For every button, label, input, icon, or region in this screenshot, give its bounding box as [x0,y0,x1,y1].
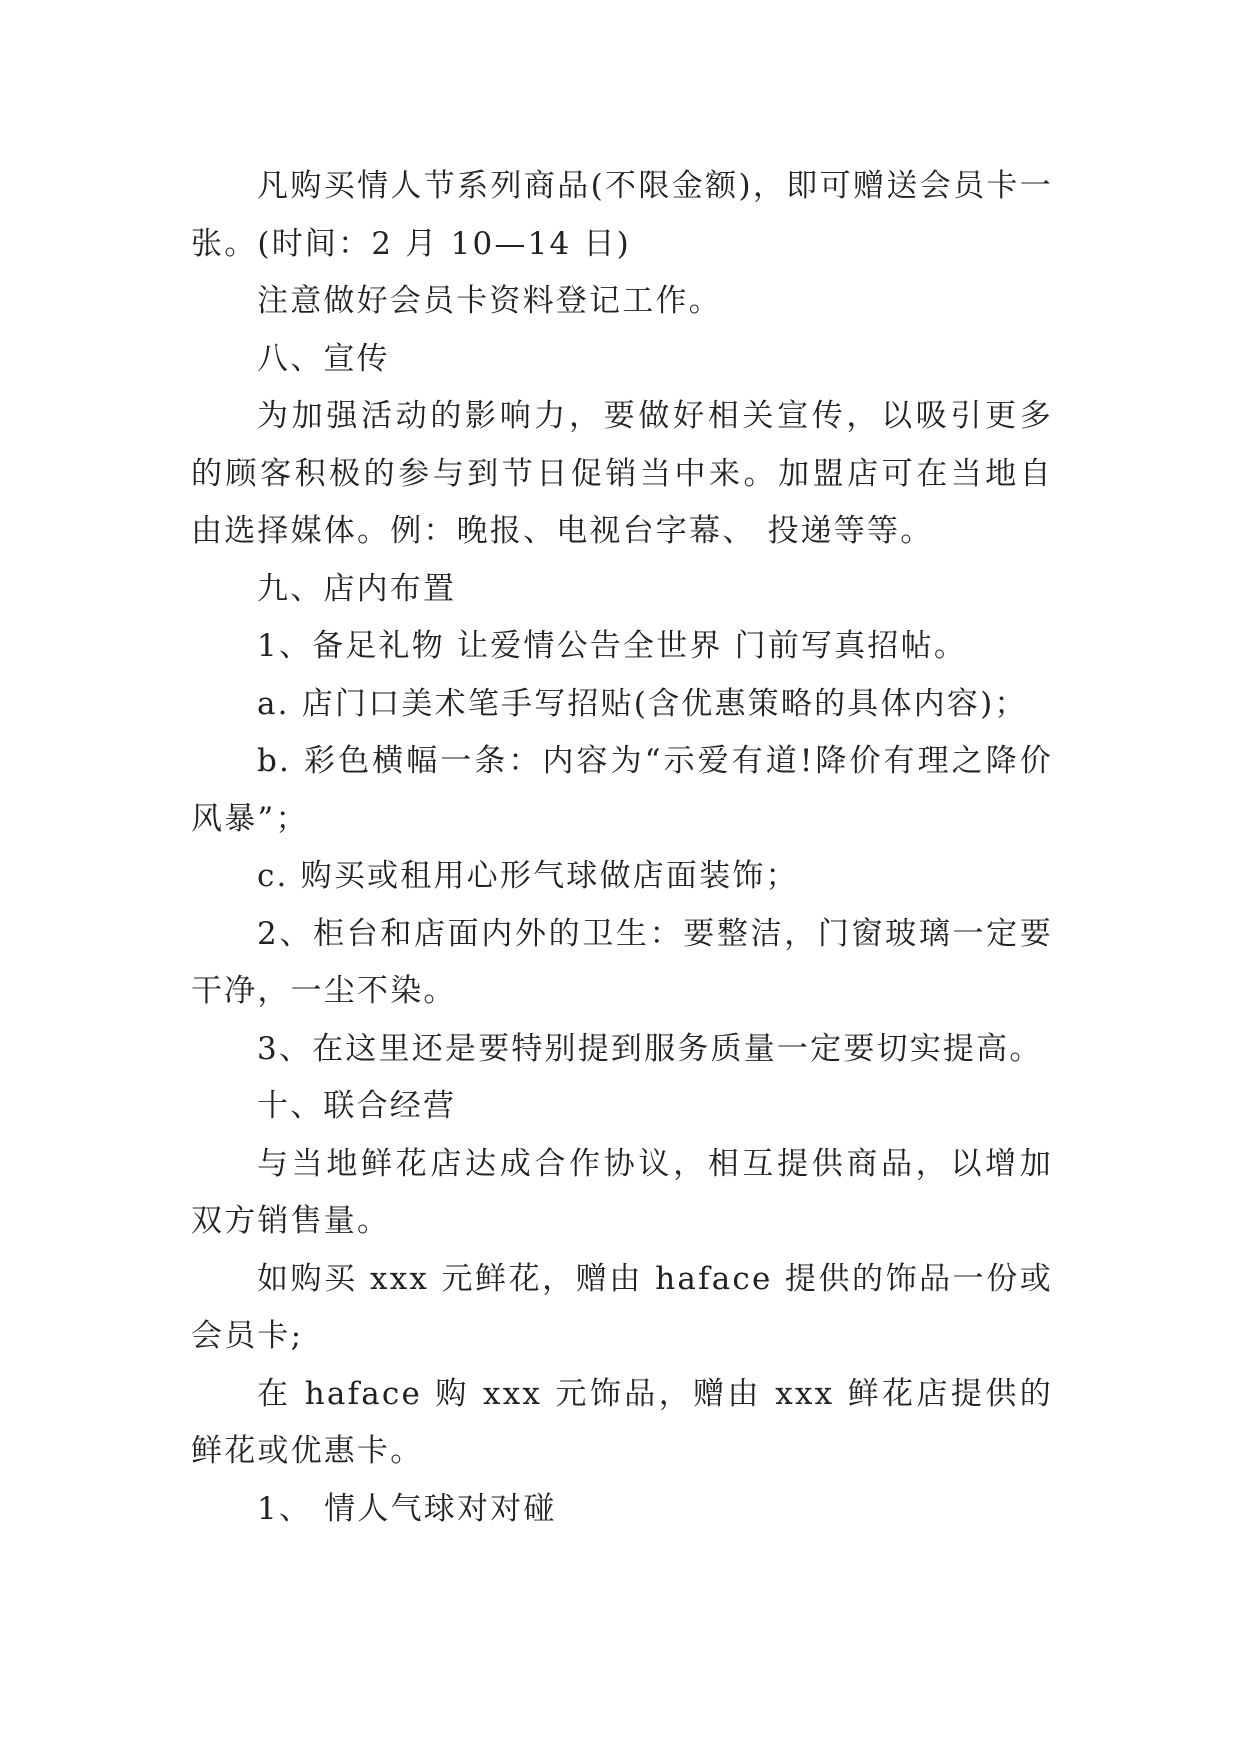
list-item-service-quality: 3、在这里还是要特别提到服务质量一定要切实提高。 [257,1030,1043,1067]
paragraph-flower-purchase-offer: 如购买 xxx 元鲜花，赠由 haface 提供的饰品一份或会员卡; [191,1260,1053,1354]
list-item-balloon-game: 1、 情人气球对对碰 [257,1490,557,1527]
paragraph-florist-agreement: 与当地鲜花店达成合作协议，相互提供商品，以增加双方销售量。 [191,1145,1053,1239]
section-heading-joint-operation: 十、联合经营 [257,1088,457,1124]
paragraph-registration-note: 注意做好会员卡资料登记工作。 [257,283,722,319]
paragraph-accessory-purchase-offer: 在 haface 购 xxx 元饰品，赠由 xxx 鲜花店提供的鲜花或优惠卡。 [191,1375,1053,1469]
document-body [191,158,1053,1538]
list-item-gifts: 1、备足礼物 让爱情公告全世界 门前写真招帖。 [257,628,968,664]
paragraph-promotion: 为加强活动的影响力，要做好相关宣传，以吸引更多的顾客积极的参与到节日促销当中来。加盟店可在当地自由选择媒体。例：晚报、电视台字幕、 投递等等。 [191,398,1053,549]
list-item-handwritten-poster: a. 店门口美术笔手写招贴(含优惠策略的具体内容)； [257,685,1028,722]
list-item-balloons: c. 购买或租用心形气球做店面装饰； [257,858,799,894]
list-item-cleanliness: 2、柜台和店面内外的卫生：要整洁，门窗玻璃一定要干净，一尘不染。 [191,915,1053,1009]
paragraph-membership-gift: 凡购买情人节系列商品(不限金额)，即可赠送会员卡一张。(时间：2 月 10—14 日) [191,168,1053,262]
list-item-banner: b. 彩色横幅一条：内容为“示爱有道!降价有理之降价风暴”； [191,743,1053,837]
section-heading-promotion: 八、宣传 [257,340,390,377]
section-heading-store-layout: 九、店内布置 [257,570,457,607]
